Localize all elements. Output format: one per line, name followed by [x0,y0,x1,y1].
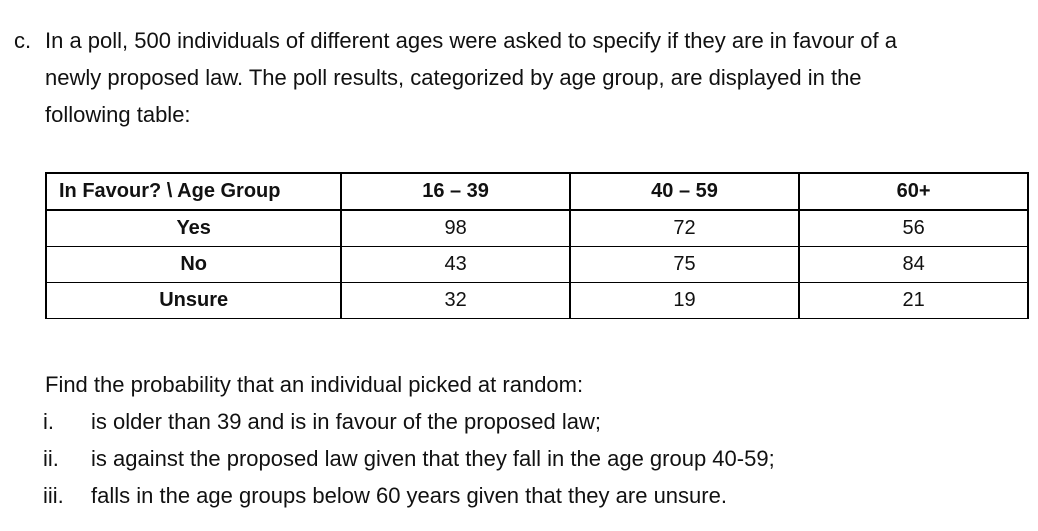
row-label-unsure: Unsure [46,283,341,319]
table-row [46,210,1028,247]
table-cell: 19 [570,283,799,319]
table-header-row [46,173,1028,210]
table-row [46,283,1028,319]
intro-line-3 [0,96,1030,133]
intro-line-1 [0,22,1030,59]
intro-line-2 [0,59,1030,96]
question-intro [0,22,1030,133]
intro-text-3: following table: [45,102,191,127]
header-age-60-plus: 60+ [799,173,1028,210]
subquestion-number: i. [43,409,54,434]
subquestion-number: ii. [43,446,59,471]
row-label-no: No [46,247,341,283]
subquestion-text: is against the proposed law given that they fall in the age group 40-59; [91,446,775,471]
table-cell: 56 [799,210,1028,247]
table-cell: 75 [570,247,799,283]
subquestion-item [45,403,1005,440]
subquestions-prompt: Find the probability that an individual picked at random: [45,372,584,397]
subquestion-item [45,440,1005,477]
table-cell: 98 [341,210,569,247]
intro-text-1: In a poll, 500 individuals of different ages were asked to specify if they are in favour of a [45,28,897,53]
header-age-40-59: 40 – 59 [570,173,799,210]
table-cell: 84 [799,247,1028,283]
row-label-yes: Yes [46,210,341,247]
table-cell: 32 [341,283,569,319]
question-marker: c. [14,28,32,53]
subquestion-number: iii. [43,483,64,508]
subquestion-text: is older than 39 and is in favour of the proposed law; [91,409,601,434]
poll-results-table [45,172,1029,319]
intro-text-2: newly proposed law. The poll results, categorized by age group, are displayed in the [45,65,862,90]
subquestion-text: falls in the age groups below 60 years given that they are unsure. [91,483,727,508]
header-age-16-39: 16 – 39 [341,173,569,210]
table-cell: 21 [799,283,1028,319]
header-corner: In Favour? \ Age Group [46,173,341,210]
subquestion-item [45,477,1005,514]
table-cell: 43 [341,247,569,283]
subquestions [45,366,1005,514]
table-cell: 72 [570,210,799,247]
table-row [46,247,1028,283]
